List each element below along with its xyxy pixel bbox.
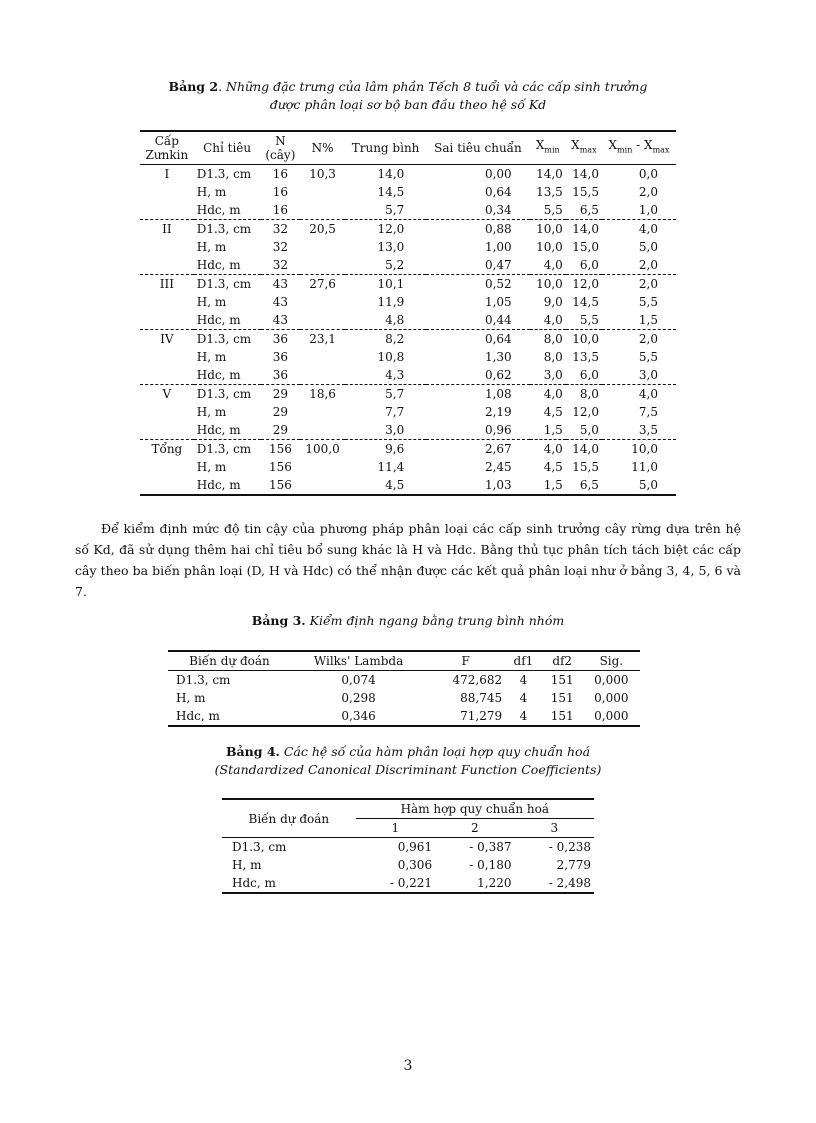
mean-cell: 13,0 <box>377 240 405 254</box>
xmin-cell: 10,0 <box>536 240 563 254</box>
cap-cell <box>140 403 194 421</box>
table-row: H, m 0,298 88,745 4 151 0,000 <box>176 691 629 705</box>
table3-caption-text: Kiểm định ngang bằng trung bình nhóm <box>305 613 565 628</box>
xmin-cell: 14,0 <box>536 167 563 181</box>
table4 <box>222 798 594 894</box>
n-cell: 156 <box>268 460 292 474</box>
chitieu-cell: H, m <box>196 460 227 474</box>
xmin-cell: 8,0 <box>543 332 563 346</box>
range-cell: 4,0 <box>638 387 658 401</box>
cap-cell: Tổng <box>151 442 183 456</box>
table4-subheader-3: 3 <box>515 819 594 838</box>
xmax-cell: 15,5 <box>572 460 599 474</box>
table-row <box>140 275 676 294</box>
cap-cell <box>140 293 194 311</box>
mean-cell: 3,0 <box>345 421 426 440</box>
mean-cell: 10,8 <box>377 350 405 364</box>
table2-caption-line2: được phân loại sơ bộ ban đầu theo hệ số Kd <box>269 97 547 112</box>
table3-header-wilks: Wilks' Lambda <box>291 651 426 671</box>
table-row <box>140 293 676 311</box>
npct-cell: 20,5 <box>309 222 336 236</box>
table4-caption-label: Bảng 4. <box>225 744 280 759</box>
table3-header-f: F <box>426 651 505 671</box>
n-cell: 16 <box>272 167 289 181</box>
range-cell: 10,0 <box>631 442 658 456</box>
sd-cell: 2,19 <box>484 405 512 419</box>
npct-cell <box>300 476 345 495</box>
xmin-cell: 9,0 <box>543 295 563 309</box>
npct-cell <box>300 183 345 201</box>
table2-header-range: $X_{min} - X_{max}$ <box>602 131 676 165</box>
cap-cell: II <box>162 222 172 236</box>
npct-cell <box>300 421 345 440</box>
xmin-cell: 5,5 <box>530 201 566 220</box>
table2-header-cap: Cấp Zưnkin <box>140 131 194 165</box>
n-cell: 36 <box>261 366 301 385</box>
table-row: D1.3, cm 0,074 472,682 4 151 0,000 <box>176 673 629 687</box>
n-cell: 36 <box>272 350 289 364</box>
cap-cell <box>140 238 194 256</box>
mean-cell: 5,7 <box>345 201 426 220</box>
npct-cell <box>300 403 345 421</box>
table-row: H, m 0,306 - 0,180 2,779 <box>232 858 591 872</box>
table4-header-var: Biến dự đoán <box>222 799 356 838</box>
table-row: Hdc, m 0,346 71,279 4 151 0,000 <box>168 707 640 726</box>
table-row <box>140 220 676 239</box>
sd-cell: 0,47 <box>426 256 529 275</box>
table3-header-sig: Sig. <box>583 651 640 671</box>
cap-cell <box>140 421 194 440</box>
sd-cell: 1,08 <box>484 387 512 401</box>
table-row: D1.3, cm 0,961 - 0,387 - 0,238 <box>232 840 591 854</box>
table-row <box>140 183 676 201</box>
sd-cell: 0,64 <box>484 332 512 346</box>
chitieu-cell: Hdc, m <box>194 476 261 495</box>
xmax-cell: 6,5 <box>566 201 602 220</box>
xmax-cell: 10,0 <box>572 332 599 346</box>
xmax-cell: 13,5 <box>572 350 599 364</box>
table-row <box>140 385 676 404</box>
table2-header-mean: Trung bình <box>345 131 426 165</box>
n-cell: 156 <box>261 476 301 495</box>
xmax-cell: 14,0 <box>572 222 599 236</box>
cap-cell <box>140 201 194 220</box>
range-cell: 11,0 <box>631 460 658 474</box>
cap-cell <box>140 183 194 201</box>
npct-cell: 23,1 <box>309 332 336 346</box>
table3-caption-label: Bảng 3. <box>251 613 306 628</box>
n-cell: 43 <box>261 311 301 330</box>
chitieu-cell: H, m <box>196 240 227 254</box>
mean-cell: 7,7 <box>385 405 405 419</box>
table-row <box>140 238 676 256</box>
range-cell: 7,5 <box>638 405 658 419</box>
table2-header-xmax: $X_{max}$ <box>566 131 602 165</box>
sd-cell: 2,45 <box>484 460 512 474</box>
xmax-cell: 14,0 <box>572 442 599 456</box>
mean-cell: 5,2 <box>345 256 426 275</box>
table3 <box>168 650 640 727</box>
mean-cell: 4,5 <box>345 476 426 495</box>
table-row <box>140 476 676 495</box>
range-cell: 2,0 <box>638 185 658 199</box>
chitieu-cell: Hdc, m <box>194 421 261 440</box>
chitieu-cell: Hdc, m <box>194 311 261 330</box>
xmin-cell: 4,5 <box>543 460 563 474</box>
n-cell: 156 <box>268 442 292 456</box>
mean-cell: 9,6 <box>385 442 405 456</box>
npct-cell <box>300 201 345 220</box>
n-cell: 32 <box>272 240 289 254</box>
range-cell: 0,0 <box>638 167 658 181</box>
mean-cell: 10,1 <box>377 277 405 291</box>
table-row <box>140 458 676 476</box>
sd-cell: 1,05 <box>484 295 512 309</box>
xmin-cell: 1,5 <box>530 476 566 495</box>
xmax-cell: 14,5 <box>572 295 599 309</box>
mean-cell: 14,0 <box>377 167 405 181</box>
n-cell: 43 <box>272 277 289 291</box>
table-row <box>140 348 676 366</box>
npct-cell <box>300 293 345 311</box>
n-cell: 29 <box>261 421 301 440</box>
mean-cell: 8,2 <box>385 332 405 346</box>
cap-cell <box>140 458 194 476</box>
mean-cell: 11,9 <box>377 295 405 309</box>
sd-cell: 0,44 <box>426 311 529 330</box>
sd-cell: 0,62 <box>426 366 529 385</box>
npct-cell <box>300 366 345 385</box>
sd-cell: 0,52 <box>484 277 512 291</box>
xmin-cell: 10,0 <box>536 277 563 291</box>
cap-cell: IV <box>160 332 174 346</box>
xmax-cell: 14,0 <box>572 167 599 181</box>
chitieu-cell: Hdc, m <box>194 201 261 220</box>
table-row: Hdc, m - 0,221 1,220 - 2,498 <box>222 874 594 893</box>
table-row <box>140 440 676 459</box>
table2-header-n: N (cây) <box>261 131 301 165</box>
mean-cell: 11,4 <box>377 460 405 474</box>
table2-caption-line1: . Những đặc trưng của lâm phần Tếch 8 tuổi và các cấp sinh trưởng <box>218 79 648 94</box>
chitieu-cell: Hdc, m <box>194 256 261 275</box>
table2-header-chitieu: Chỉ tiêu <box>194 131 261 165</box>
range-cell: 2,0 <box>638 277 658 291</box>
xmax-cell: 6,0 <box>566 256 602 275</box>
table-row <box>140 201 676 220</box>
xmin-cell: 4,0 <box>543 387 563 401</box>
xmin-cell: 13,5 <box>536 185 563 199</box>
chitieu-cell: H, m <box>196 350 227 364</box>
range-cell: 4,0 <box>638 222 658 236</box>
table2-caption-label: Bảng 2 <box>168 79 219 94</box>
n-cell: 29 <box>272 405 289 419</box>
xmax-cell: 5,0 <box>566 421 602 440</box>
n-cell: 43 <box>272 295 289 309</box>
npct-cell <box>300 458 345 476</box>
npct-cell: 10,3 <box>309 167 336 181</box>
range-cell: 5,5 <box>638 350 658 364</box>
table3-header-df1: df1 <box>505 651 542 671</box>
xmin-cell: 10,0 <box>536 222 563 236</box>
n-cell: 32 <box>272 222 289 236</box>
chitieu-cell: D1.3, cm <box>196 442 252 456</box>
sd-cell: 0,64 <box>484 185 512 199</box>
xmin-cell: 4,0 <box>543 442 563 456</box>
page-number: 3 <box>403 1058 413 1074</box>
table-row <box>140 311 676 330</box>
cap-cell <box>140 476 194 495</box>
cap-cell: I <box>164 167 170 181</box>
cap-cell <box>140 348 194 366</box>
n-cell: 32 <box>261 256 301 275</box>
sd-cell: 0,00 <box>484 167 512 181</box>
sd-cell: 0,96 <box>426 421 529 440</box>
table-row <box>140 256 676 275</box>
range-cell: 5,0 <box>602 476 676 495</box>
table-row <box>140 330 676 349</box>
xmin-cell: 4,0 <box>530 256 566 275</box>
table2 <box>140 130 676 496</box>
cap-cell <box>140 311 194 330</box>
npct-cell <box>300 256 345 275</box>
range-cell: 3,0 <box>602 366 676 385</box>
sd-cell: 1,30 <box>484 350 512 364</box>
cap-cell <box>140 256 194 275</box>
table2-header-npct: N% <box>300 131 345 165</box>
table2-header-xmin: $X_{min}$ <box>530 131 566 165</box>
table-row <box>140 366 676 385</box>
chitieu-cell: Hdc, m <box>194 366 261 385</box>
sd-cell: 2,67 <box>484 442 512 456</box>
xmax-cell: 12,0 <box>572 405 599 419</box>
npct-cell <box>300 238 345 256</box>
chitieu-cell: D1.3, cm <box>196 222 252 236</box>
cap-cell <box>140 366 194 385</box>
mean-cell: 4,8 <box>345 311 426 330</box>
sd-cell: 0,34 <box>426 201 529 220</box>
range-cell: 2,0 <box>638 332 658 346</box>
chitieu-cell: D1.3, cm <box>196 387 252 401</box>
body-paragraph: Để kiểm định mức độ tin cậy của phương pháp phân loại các cấp sinh trưởng cây rừng dựa trên hệ số Kd, đã sử dụng thêm hai chỉ tiêu bổ sung khác là H và Hdc. Bằng thủ tục phân tích tách biệt các cấp cây theo ba biến phân loại (D, H và Hdc) có thể nhận được các kết quả phân loại như ở bảng 3, 4, 5, 6 và 7. <box>75 521 741 599</box>
table4-caption-text: Các hệ số của hàm phân loại hợp quy chuẩn hoá <box>279 744 591 759</box>
table3-header-df2: df2 <box>542 651 583 671</box>
range-cell: 1,0 <box>602 201 676 220</box>
xmax-cell: 6,5 <box>566 476 602 495</box>
chitieu-cell: H, m <box>196 295 227 309</box>
table-row <box>140 421 676 440</box>
range-cell: 3,5 <box>602 421 676 440</box>
mean-cell: 5,7 <box>385 387 405 401</box>
table2-caption <box>0 78 816 114</box>
npct-cell: 100,0 <box>305 442 340 456</box>
table-row <box>140 403 676 421</box>
mean-cell: 4,3 <box>345 366 426 385</box>
cap-cell: V <box>162 387 172 401</box>
xmin-cell: 8,0 <box>543 350 563 364</box>
table4-caption-line2: (Standardized Canonical Discriminant Function Coefficients) <box>214 762 602 777</box>
table3-caption <box>0 612 816 630</box>
table2-body <box>140 165 676 496</box>
xmax-cell: 12,0 <box>572 277 599 291</box>
xmax-cell: 15,0 <box>572 240 599 254</box>
npct-cell: 18,6 <box>309 387 336 401</box>
chitieu-cell: H, m <box>196 185 227 199</box>
table4-header-group: Hàm hợp quy chuẩn hoá <box>356 799 594 819</box>
mean-cell: 14,5 <box>377 185 405 199</box>
xmin-cell: 3,0 <box>530 366 566 385</box>
xmax-cell: 5,5 <box>566 311 602 330</box>
sd-cell: 0,88 <box>484 222 512 236</box>
range-cell: 5,0 <box>638 240 658 254</box>
xmin-cell: 4,0 <box>530 311 566 330</box>
table4-subheader-1: 1 <box>356 819 435 838</box>
n-cell: 36 <box>272 332 289 346</box>
chitieu-cell: H, m <box>196 405 227 419</box>
npct-cell: 27,6 <box>309 277 336 291</box>
chitieu-cell: D1.3, cm <box>196 277 252 291</box>
range-cell: 5,5 <box>638 295 658 309</box>
npct-cell <box>300 311 345 330</box>
n-cell: 16 <box>261 201 301 220</box>
n-cell: 16 <box>272 185 289 199</box>
sd-cell: 1,03 <box>426 476 529 495</box>
chitieu-cell: D1.3, cm <box>196 332 252 346</box>
table3-header-var: Biến dự đoán <box>168 651 291 671</box>
mean-cell: 12,0 <box>377 222 405 236</box>
table4-subheader-2: 2 <box>435 819 514 838</box>
table-row <box>140 165 676 184</box>
range-cell: 2,0 <box>602 256 676 275</box>
n-cell: 29 <box>272 387 289 401</box>
xmax-cell: 8,0 <box>579 387 599 401</box>
sd-cell: 1,00 <box>484 240 512 254</box>
npct-cell <box>300 348 345 366</box>
table4-caption <box>0 743 816 779</box>
cap-cell: III <box>159 277 174 291</box>
xmax-cell: 15,5 <box>572 185 599 199</box>
range-cell: 1,5 <box>602 311 676 330</box>
table2-header-sd: Sai tiêu chuẩn <box>426 131 529 165</box>
xmin-cell: 4,5 <box>543 405 563 419</box>
xmin-cell: 1,5 <box>530 421 566 440</box>
xmax-cell: 6,0 <box>566 366 602 385</box>
chitieu-cell: D1.3, cm <box>196 167 252 181</box>
